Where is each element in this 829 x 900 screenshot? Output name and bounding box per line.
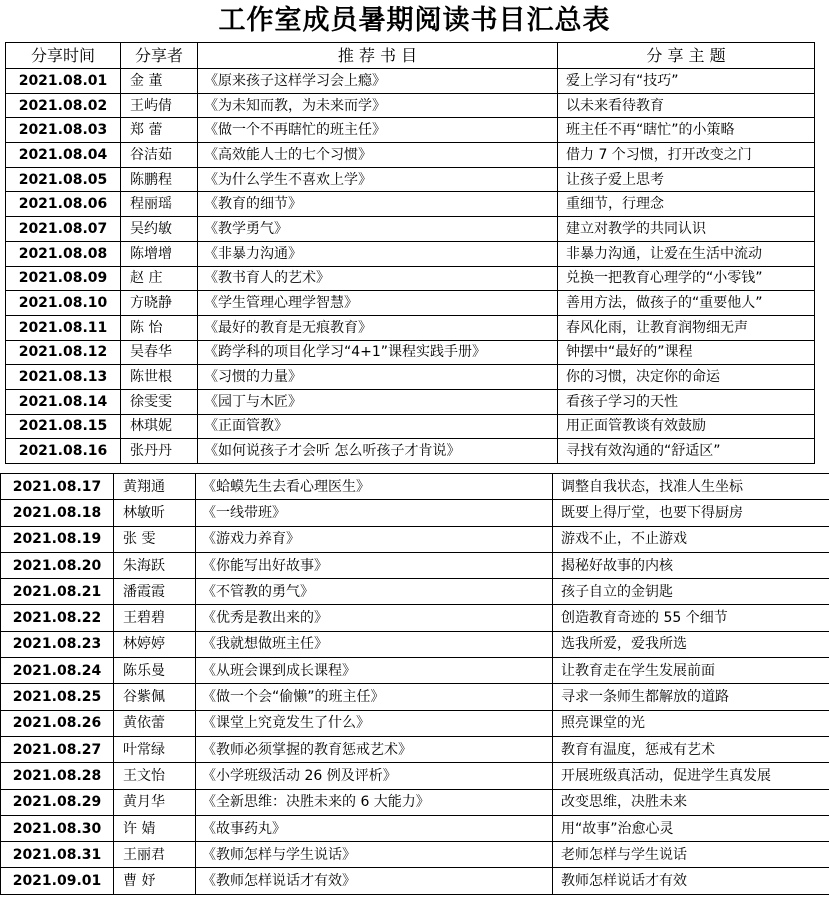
row-book: 《教学勇气》: [198, 217, 558, 242]
row-theme: 用正面管教谈有效鼓励: [558, 414, 815, 439]
table-row: [6, 291, 815, 316]
row-book: 《跨学科的项目化学习“4+1”课程实践手册》: [198, 340, 558, 365]
row-date: 2021.08.14: [6, 389, 121, 414]
row-theme: 选我所爱，爱我所选: [553, 631, 829, 657]
row-date: 2021.08.19: [1, 526, 114, 552]
row-theme: 创造教育奇迹的 55 个细节: [553, 605, 829, 631]
table-row: [1, 552, 829, 578]
table-row: [1, 684, 829, 710]
row-sharer: 王碧碧: [114, 605, 196, 631]
row-sharer: 王屿倩: [121, 93, 198, 118]
row-theme: 春风化雨，让教育润物细无声: [558, 315, 815, 340]
row-sharer: 黄依蕾: [114, 710, 196, 736]
row-sharer: 金 董: [121, 69, 198, 94]
row-sharer: 张丹丹: [121, 439, 198, 464]
row-book: 《优秀是教出来的》: [196, 605, 553, 631]
table-row: [1, 842, 829, 868]
row-book: 《一线带班》: [196, 500, 553, 526]
row-theme: 建立对教学的共同认识: [558, 217, 815, 242]
row-date: 2021.08.05: [6, 167, 121, 192]
row-date: 2021.08.01: [6, 69, 121, 94]
table-row: [1, 789, 829, 815]
row-date: 2021.08.15: [6, 414, 121, 439]
row-sharer: 陈世根: [121, 365, 198, 390]
row-book: 《故事药丸》: [196, 815, 553, 841]
table-row: [6, 93, 815, 118]
row-book: 《小学班级活动 26 例及评析》: [196, 763, 553, 789]
row-theme: 既要上得厅堂，也要下得厨房: [553, 500, 829, 526]
table-row: [6, 69, 815, 94]
row-sharer: 陈增增: [121, 241, 198, 266]
table-row: [6, 143, 815, 168]
row-theme: 借力 7 个习惯，打开改变之门: [558, 143, 815, 168]
reading-table-part2: [0, 473, 829, 895]
page-title: 工作室成员暑期阅读书目汇总表: [218, 5, 611, 36]
row-date: 2021.08.16: [6, 439, 121, 464]
row-sharer: 吴春华: [121, 340, 198, 365]
row-theme: 钟摆中“最好的”课程: [558, 340, 815, 365]
row-theme: 寻找有效沟通的“舒适区”: [558, 439, 815, 464]
row-theme: 你的习惯，决定你的命运: [558, 365, 815, 390]
row-date: 2021.08.11: [6, 315, 121, 340]
row-book: 《如何说孩子才会听 怎么听孩子才肯说》: [198, 439, 558, 464]
table-row: [6, 167, 815, 192]
header-theme: 分 享 主 题: [558, 43, 815, 69]
row-sharer: 王文怡: [114, 763, 196, 789]
row-date: 2021.08.27: [1, 736, 114, 762]
row-sharer: 王丽君: [114, 842, 196, 868]
row-book: 《正面管教》: [198, 414, 558, 439]
table-row: [1, 710, 829, 736]
table-row: [1, 763, 829, 789]
row-theme: 以未来看待教育: [558, 93, 815, 118]
row-sharer: 陈鹏程: [121, 167, 198, 192]
row-book: 《非暴力沟通》: [198, 241, 558, 266]
table-row: [6, 389, 815, 414]
table-row: [1, 736, 829, 762]
row-sharer: 黄月华: [114, 789, 196, 815]
row-sharer: 潘霞霞: [114, 579, 196, 605]
table-header-row: [6, 43, 815, 69]
table-row: [6, 118, 815, 143]
row-theme: 调整自我状态，找准人生坐标: [553, 474, 829, 500]
row-book: 《园丁与木匠》: [198, 389, 558, 414]
table-row: [6, 241, 815, 266]
row-book: 《不管教的勇气》: [196, 579, 553, 605]
row-sharer: 谷紫佩: [114, 684, 196, 710]
table-row: [6, 414, 815, 439]
row-book: 《做一个不再瞎忙的班主任》: [198, 118, 558, 143]
row-book: 《蛤蟆先生去看心理医生》: [196, 474, 553, 500]
row-sharer: 黄翔通: [114, 474, 196, 500]
row-date: 2021.08.29: [1, 789, 114, 815]
row-book: 《原来孩子这样学习会上瘾》: [198, 69, 558, 94]
row-theme: 老师怎样与学生说话: [553, 842, 829, 868]
row-date: 2021.08.21: [1, 579, 114, 605]
row-sharer: 曹 妤: [114, 868, 196, 894]
row-book: 《教师怎样与学生说话》: [196, 842, 553, 868]
row-theme: 让孩子爱上思考: [558, 167, 815, 192]
row-date: 2021.08.13: [6, 365, 121, 390]
table-row: [6, 340, 815, 365]
row-sharer: 许 婧: [114, 815, 196, 841]
header-sharer: 分享者: [121, 43, 198, 69]
row-theme: 开展班级真活动，促进学生真发展: [553, 763, 829, 789]
row-date: 2021.08.02: [6, 93, 121, 118]
table-row: [6, 315, 815, 340]
row-theme: 揭秘好故事的内核: [553, 552, 829, 578]
row-book: 《教师怎样说话才有效》: [196, 868, 553, 894]
row-sharer: 林敏昕: [114, 500, 196, 526]
row-book: 《全新思维：决胜未来的 6 大能力》: [196, 789, 553, 815]
table-row: [1, 605, 829, 631]
row-book: 《习惯的力量》: [198, 365, 558, 390]
row-sharer: 林琪妮: [121, 414, 198, 439]
table-row: [6, 439, 815, 464]
row-date: 2021.08.22: [1, 605, 114, 631]
row-book: 《你能写出好故事》: [196, 552, 553, 578]
row-theme: 教育有温度，惩戒有艺术: [553, 736, 829, 762]
table-row: [1, 474, 829, 500]
row-sharer: 陈乐曼: [114, 658, 196, 684]
row-theme: 让教育走在学生发展前面: [553, 658, 829, 684]
row-theme: 孩子自立的金钥匙: [553, 579, 829, 605]
row-theme: 班主任不再“瞎忙”的小策略: [558, 118, 815, 143]
row-book: 《我就想做班主任》: [196, 631, 553, 657]
row-date: 2021.08.31: [1, 842, 114, 868]
table-row: [6, 192, 815, 217]
row-book: 《课堂上究竟发生了什么》: [196, 710, 553, 736]
table-row: [1, 579, 829, 605]
row-book: 《教师必须掌握的教育惩戒艺术》: [196, 736, 553, 762]
row-sharer: 陈 怡: [121, 315, 198, 340]
row-theme: 照亮课堂的光: [553, 710, 829, 736]
row-date: 2021.08.03: [6, 118, 121, 143]
row-sharer: 徐雯雯: [121, 389, 198, 414]
table-row: [1, 631, 829, 657]
row-theme: 兑换一把教育心理学的“小零钱”: [558, 266, 815, 291]
table-row: [1, 658, 829, 684]
row-date: 2021.08.18: [1, 500, 114, 526]
row-date: 2021.08.12: [6, 340, 121, 365]
row-theme: 爱上学习有“技巧”: [558, 69, 815, 94]
row-theme: 改变思维，决胜未来: [553, 789, 829, 815]
table-row: [1, 526, 829, 552]
row-date: 2021.08.24: [1, 658, 114, 684]
reading-table-part1: [5, 42, 815, 464]
row-date: 2021.08.07: [6, 217, 121, 242]
row-sharer: 叶常绿: [114, 736, 196, 762]
row-date: 2021.08.09: [6, 266, 121, 291]
table-row: [1, 500, 829, 526]
row-sharer: 吴约敏: [121, 217, 198, 242]
row-date: 2021.08.10: [6, 291, 121, 316]
row-sharer: 方晓静: [121, 291, 198, 316]
row-date: 2021.08.08: [6, 241, 121, 266]
row-book: 《最好的教育是无痕教育》: [198, 315, 558, 340]
row-sharer: 郑 蕾: [121, 118, 198, 143]
row-theme: 教师怎样说话才有效: [553, 868, 829, 894]
row-sharer: 谷洁茹: [121, 143, 198, 168]
row-book: 《为未知而教，为未来而学》: [198, 93, 558, 118]
row-theme: 游戏不止，不止游戏: [553, 526, 829, 552]
table-row: [6, 217, 815, 242]
row-sharer: 朱海跃: [114, 552, 196, 578]
row-sharer: 张 雯: [114, 526, 196, 552]
row-date: 2021.08.23: [1, 631, 114, 657]
row-theme: 善用方法，做孩子的“重要他人”: [558, 291, 815, 316]
row-book: 《游戏力养育》: [196, 526, 553, 552]
row-date: 2021.08.30: [1, 815, 114, 841]
table-row: [1, 868, 829, 894]
row-theme: 用“故事”治愈心灵: [553, 815, 829, 841]
header-date: 分享时间: [6, 43, 121, 69]
row-date: 2021.08.04: [6, 143, 121, 168]
table-row: [6, 266, 815, 291]
row-book: 《高效能人士的七个习惯》: [198, 143, 558, 168]
row-date: 2021.08.20: [1, 552, 114, 578]
row-theme: 非暴力沟通，让爱在生活中流动: [558, 241, 815, 266]
row-book: 《教育的细节》: [198, 192, 558, 217]
row-book: 《为什么学生不喜欢上学》: [198, 167, 558, 192]
row-sharer: 林婷婷: [114, 631, 196, 657]
row-date: 2021.08.25: [1, 684, 114, 710]
row-book: 《教书育人的艺术》: [198, 266, 558, 291]
row-date: 2021.08.26: [1, 710, 114, 736]
row-theme: 重细节，行理念: [558, 192, 815, 217]
row-sharer: 赵 庄: [121, 266, 198, 291]
table-row: [1, 815, 829, 841]
row-date: 2021.08.06: [6, 192, 121, 217]
row-theme: 看孩子学习的天性: [558, 389, 815, 414]
table-row: [6, 365, 815, 390]
row-date: 2021.09.01: [1, 868, 114, 894]
row-book: 《学生管理心理学智慧》: [198, 291, 558, 316]
row-book: 《从班会课到成长课程》: [196, 658, 553, 684]
row-theme: 寻求一条师生都解放的道路: [553, 684, 829, 710]
row-sharer: 程丽瑶: [121, 192, 198, 217]
row-book: 《做一个会“偷懒”的班主任》: [196, 684, 553, 710]
header-book: 推 荐 书 目: [198, 43, 558, 69]
row-date: 2021.08.17: [1, 474, 114, 500]
row-date: 2021.08.28: [1, 763, 114, 789]
